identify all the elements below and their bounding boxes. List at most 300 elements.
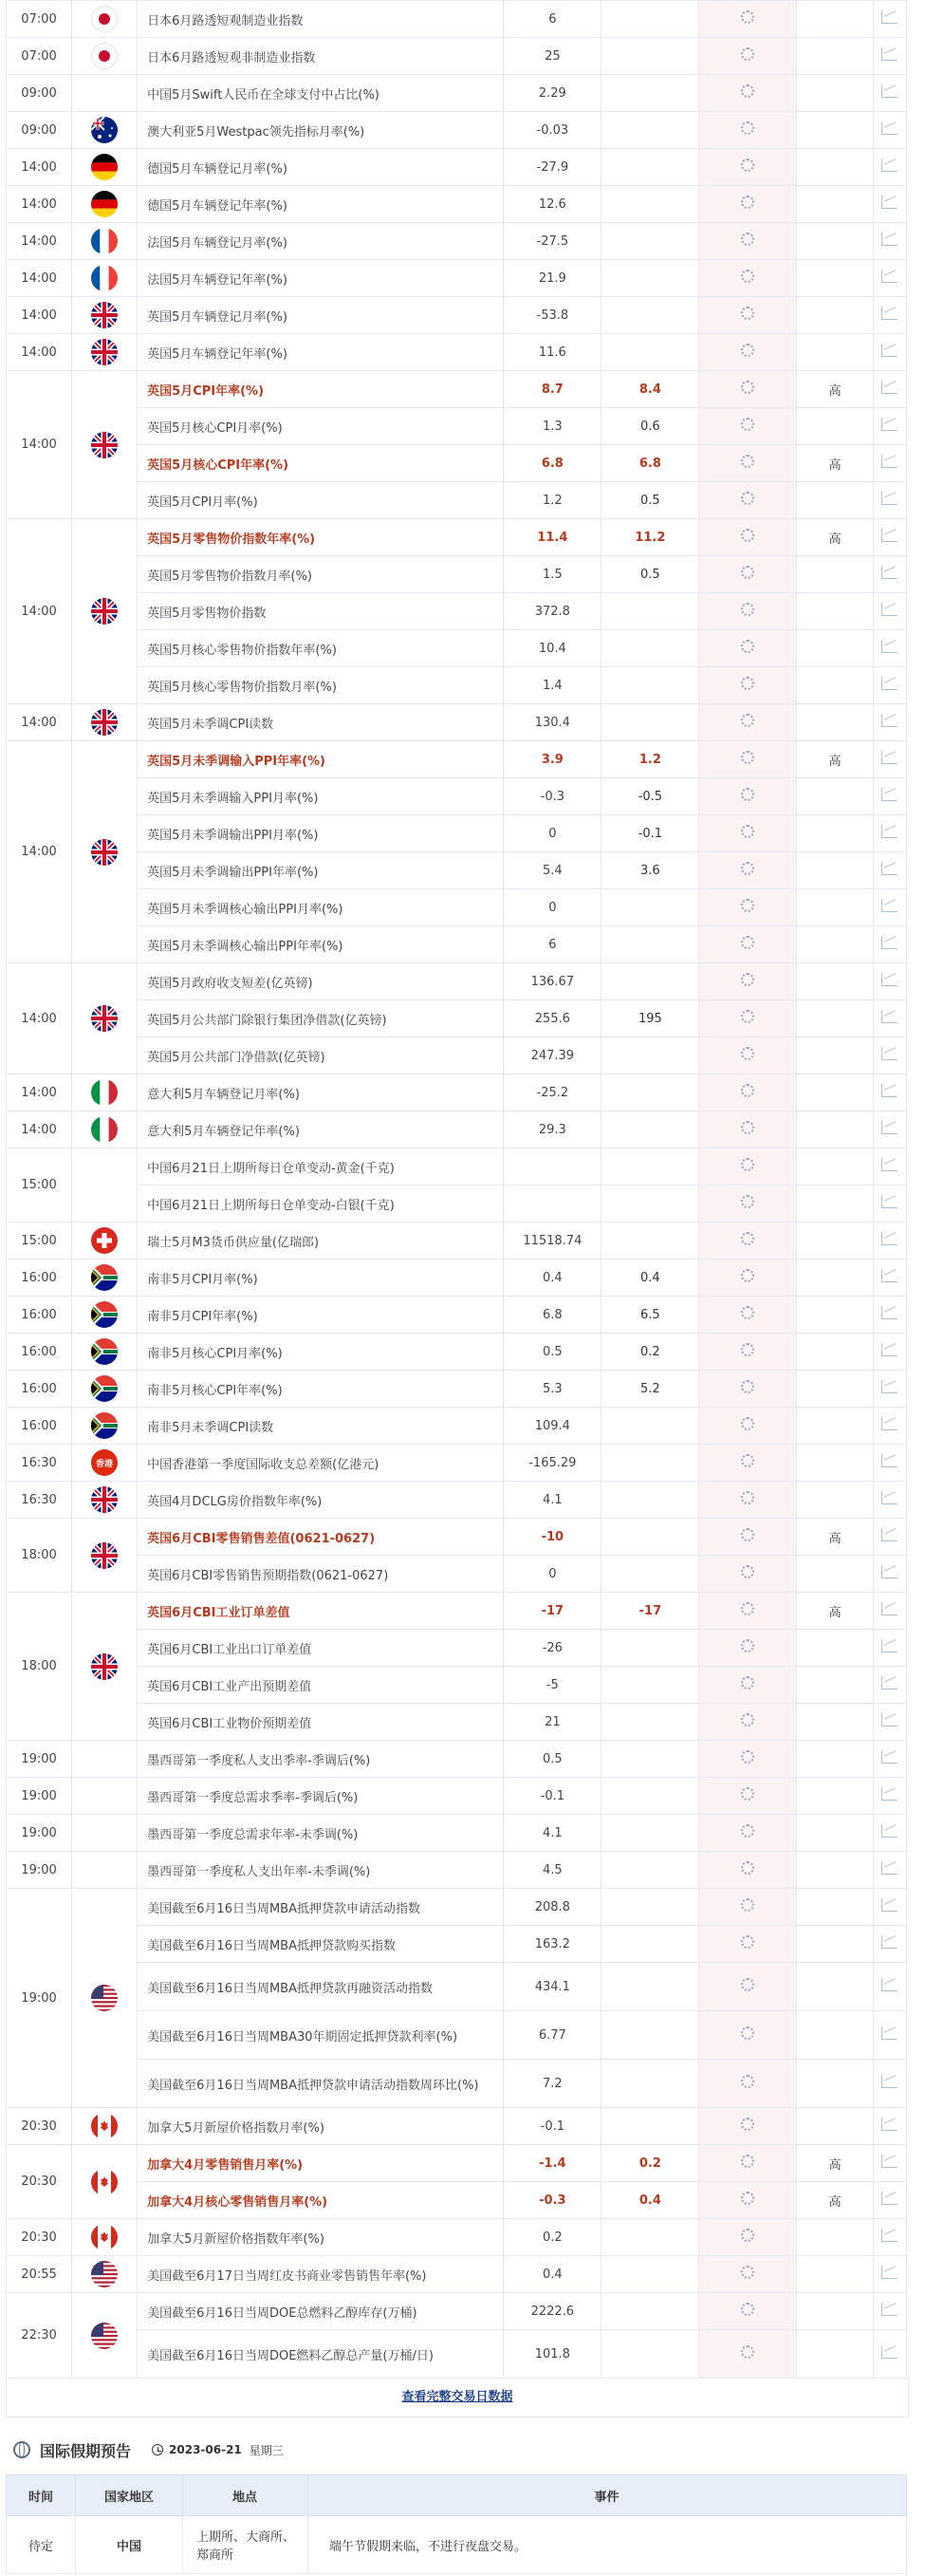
forecast-value xyxy=(601,334,699,371)
holiday-col-time: 时间 xyxy=(7,2475,76,2516)
chart-icon[interactable] xyxy=(881,1121,897,1134)
chart-link-cell[interactable] xyxy=(873,852,906,889)
event-time: 14:00 xyxy=(7,297,72,334)
chart-link-cell[interactable] xyxy=(873,815,906,852)
holiday-table xyxy=(6,2474,907,2574)
chart-icon[interactable] xyxy=(881,159,897,172)
chart-link-cell[interactable] xyxy=(873,1741,906,1778)
indicator-name: 英国5月零售物价指数 xyxy=(138,593,504,630)
previous-value: 2222.6 xyxy=(504,2293,601,2330)
chart-icon[interactable] xyxy=(881,1306,897,1319)
chart-icon[interactable] xyxy=(881,714,897,727)
actual-value-loading xyxy=(699,260,797,297)
forecast-value: 0.5 xyxy=(601,556,699,593)
chart-link-cell[interactable] xyxy=(873,1037,906,1074)
loading-spinner-icon xyxy=(741,973,754,986)
importance-label xyxy=(797,112,873,149)
uk-flag-icon xyxy=(91,432,118,458)
chart-icon[interactable] xyxy=(881,1269,897,1282)
calendar-row xyxy=(7,1037,907,1074)
importance-label xyxy=(797,1556,873,1593)
actual-value-loading xyxy=(699,741,797,778)
importance-label xyxy=(797,2060,873,2108)
forecast-value xyxy=(601,1,699,38)
chart-icon[interactable] xyxy=(881,529,897,542)
chart-icon[interactable] xyxy=(881,788,897,801)
chart-link-cell[interactable] xyxy=(873,223,906,260)
chart-link-cell[interactable] xyxy=(873,2145,906,2182)
importance-label: 高 xyxy=(797,519,873,556)
chart-link-cell[interactable] xyxy=(873,1408,906,1445)
chart-icon[interactable] xyxy=(881,1047,897,1060)
chart-link-cell[interactable] xyxy=(873,186,906,223)
calendar-row xyxy=(7,371,907,408)
previous-value: 247.39 xyxy=(504,1037,601,1074)
indicator-name: 英国6月CBI工业订单差值 xyxy=(138,1593,504,1630)
country-flag-cell xyxy=(72,1111,138,1148)
importance-label xyxy=(797,408,873,445)
forecast-value xyxy=(601,38,699,75)
chart-link-cell[interactable] xyxy=(873,2182,906,2219)
chart-link-cell[interactable] xyxy=(873,556,906,593)
indicator-name: 加拿大5月新屋价格指数年率(%) xyxy=(138,2219,504,2256)
holiday-place: 上期所、大商所、郑商所 xyxy=(183,2516,308,2574)
chart-icon[interactable] xyxy=(881,2118,897,2131)
chart-link-cell[interactable] xyxy=(873,630,906,667)
calendar-row xyxy=(7,1408,907,1445)
chart-icon[interactable] xyxy=(881,1713,897,1727)
chart-link-cell[interactable] xyxy=(873,2108,906,2145)
chart-link-cell[interactable] xyxy=(873,2011,906,2060)
importance-label xyxy=(797,1260,873,1297)
chart-link-cell[interactable] xyxy=(873,1704,906,1741)
chart-icon[interactable] xyxy=(881,1454,897,1467)
chart-link-cell[interactable] xyxy=(873,926,906,963)
indicator-name: 英国5月核心CPI年率(%) xyxy=(138,445,504,482)
indicator-name: 英国5月CPI月率(%) xyxy=(138,482,504,519)
chart-icon[interactable] xyxy=(881,1528,897,1541)
chart-icon[interactable] xyxy=(881,640,897,653)
forecast-value xyxy=(601,1741,699,1778)
chart-link-cell[interactable] xyxy=(873,1519,906,1556)
loading-spinner-icon xyxy=(741,1713,754,1727)
chart-icon[interactable] xyxy=(881,566,897,579)
importance-label xyxy=(797,149,873,186)
chart-icon[interactable] xyxy=(881,1898,897,1912)
chart-icon[interactable] xyxy=(881,84,897,98)
forecast-value xyxy=(601,1185,699,1223)
actual-value-loading xyxy=(699,1741,797,1778)
actual-value-loading xyxy=(699,2182,797,2219)
loading-spinner-icon xyxy=(741,1978,754,1991)
chart-icon[interactable] xyxy=(881,1978,897,1991)
hong-kong-flag-icon xyxy=(91,1449,118,1476)
actual-value-loading xyxy=(699,1408,797,1445)
importance-label xyxy=(797,1926,873,1963)
chart-icon[interactable] xyxy=(881,2026,897,2040)
chart-link-cell[interactable] xyxy=(873,1445,906,1482)
country-flag-cell xyxy=(72,519,138,704)
chart-icon[interactable] xyxy=(881,1676,897,1689)
calendar-row xyxy=(7,2182,907,2219)
loading-spinner-icon xyxy=(741,307,754,320)
actual-value-loading xyxy=(699,1889,797,1926)
chart-icon[interactable] xyxy=(881,603,897,616)
country-flag-cell xyxy=(72,1408,138,1445)
actual-value-loading xyxy=(699,778,797,815)
indicator-name: 墨西哥第一季度总需求年率-未季调(%) xyxy=(138,1815,504,1852)
importance-label: 高 xyxy=(797,445,873,482)
chart-icon[interactable] xyxy=(881,270,897,283)
forecast-value: -0.1 xyxy=(601,815,699,852)
chart-link-cell[interactable] xyxy=(873,593,906,630)
chart-link-cell[interactable] xyxy=(873,445,906,482)
indicator-name: 法国5月车辆登记月率(%) xyxy=(138,223,504,260)
chart-link-cell[interactable] xyxy=(873,2293,906,2330)
chart-icon[interactable] xyxy=(881,233,897,246)
chart-link-cell[interactable] xyxy=(873,1815,906,1852)
indicator-name: 南非5月核心CPI月率(%) xyxy=(138,1334,504,1371)
chart-icon[interactable] xyxy=(881,825,897,838)
chart-icon[interactable] xyxy=(881,1380,897,1393)
indicator-name: 英国6月CBI零售销售差值(0621-0627) xyxy=(138,1519,504,1556)
holiday-row xyxy=(7,2516,907,2574)
chart-link-cell[interactable] xyxy=(873,334,906,371)
indicator-name: 日本6月路透短观制造业指数 xyxy=(138,1,504,38)
economic-calendar-table xyxy=(6,0,907,2379)
importance-label xyxy=(797,2219,873,2256)
importance-label xyxy=(797,38,873,75)
previous-value: 109.4 xyxy=(504,1408,601,1445)
chart-link-cell[interactable] xyxy=(873,482,906,519)
chart-link-cell[interactable] xyxy=(873,1148,906,1185)
uk-flag-icon xyxy=(91,339,118,365)
chart-link-cell[interactable] xyxy=(873,2256,906,2293)
actual-value-loading xyxy=(699,1852,797,1889)
forecast-value xyxy=(601,260,699,297)
chart-icon[interactable] xyxy=(881,1158,897,1171)
previous-value: 12.6 xyxy=(504,186,601,223)
chart-link-cell[interactable] xyxy=(873,371,906,408)
chart-icon[interactable] xyxy=(881,1787,897,1801)
chart-icon[interactable] xyxy=(881,2303,897,2316)
country-flag-cell xyxy=(72,741,138,963)
chart-icon[interactable] xyxy=(881,1195,897,1208)
actual-value-loading xyxy=(699,1926,797,1963)
loading-spinner-icon xyxy=(741,529,754,542)
previous-value: 25 xyxy=(504,38,601,75)
france-flag-icon xyxy=(91,265,118,291)
chart-link-cell[interactable] xyxy=(873,1778,906,1815)
chart-icon[interactable] xyxy=(881,1010,897,1023)
chart-link-cell[interactable] xyxy=(873,1482,906,1519)
chart-link-cell[interactable] xyxy=(873,75,906,112)
chart-icon[interactable] xyxy=(881,677,897,690)
event-time: 19:00 xyxy=(7,1778,72,1815)
chart-link-cell[interactable] xyxy=(873,1593,906,1630)
holiday-col-country: 国家地区 xyxy=(76,2475,183,2516)
chart-link-cell[interactable] xyxy=(873,1334,906,1371)
south-africa-flag-icon xyxy=(91,1412,118,1439)
chart-icon[interactable] xyxy=(881,418,897,431)
chart-link-cell[interactable] xyxy=(873,667,906,704)
forecast-value xyxy=(601,1148,699,1185)
chart-link-cell[interactable] xyxy=(873,2060,906,2108)
previous-value: 1.2 xyxy=(504,482,601,519)
view-full-data-link[interactable]: 查看完整交易日数据 xyxy=(401,2390,513,2404)
chart-icon[interactable] xyxy=(881,492,897,505)
calendar-row xyxy=(7,889,907,926)
chart-link-cell[interactable] xyxy=(873,1185,906,1223)
chart-icon[interactable] xyxy=(881,862,897,875)
chart-link-cell[interactable] xyxy=(873,1630,906,1667)
svg-text:香港: 香港 xyxy=(96,1460,114,1469)
indicator-name: 美国截至6月16日当周MBA抵押贷款申请活动指数 xyxy=(138,1889,504,1926)
forecast-value xyxy=(601,1852,699,1889)
chart-icon[interactable] xyxy=(881,455,897,468)
indicator-name: 法国5月车辆登记年率(%) xyxy=(138,260,504,297)
chart-icon[interactable] xyxy=(881,2192,897,2205)
chart-icon[interactable] xyxy=(881,307,897,320)
chart-icon[interactable] xyxy=(881,2229,897,2242)
event-time: 16:30 xyxy=(7,1445,72,1482)
indicator-name: 美国截至6月16日当周MBA抵押贷款申请活动指数周环比(%) xyxy=(138,2060,504,2108)
chart-link-cell[interactable] xyxy=(873,1963,906,2011)
previous-value: 11.4 xyxy=(504,519,601,556)
chart-icon[interactable] xyxy=(881,2155,897,2168)
event-time: 16:00 xyxy=(7,1334,72,1371)
loading-spinner-icon xyxy=(741,270,754,283)
actual-value-loading xyxy=(699,408,797,445)
chart-icon[interactable] xyxy=(881,47,897,61)
forecast-value: 5.2 xyxy=(601,1371,699,1408)
actual-value-loading xyxy=(699,223,797,260)
indicator-name: 澳大利亚5月Westpac领先指标月率(%) xyxy=(138,112,504,149)
chart-icon[interactable] xyxy=(881,751,897,764)
importance-label: 高 xyxy=(797,2145,873,2182)
chart-link-cell[interactable] xyxy=(873,741,906,778)
chart-icon[interactable] xyxy=(881,1602,897,1615)
indicator-name: 英国5月未季调核心输出PPI年率(%) xyxy=(138,926,504,963)
chart-icon[interactable] xyxy=(881,1565,897,1578)
importance-label xyxy=(797,1,873,38)
indicator-name: 美国截至6月16日当周DOE总燃料乙醇库存(万桶) xyxy=(138,2293,504,2330)
chart-icon[interactable] xyxy=(881,1639,897,1652)
calendar-row xyxy=(7,1519,907,1556)
previous-value: 5.4 xyxy=(504,852,601,889)
country-flag-cell xyxy=(72,704,138,741)
chart-icon[interactable] xyxy=(881,1935,897,1949)
loading-spinner-icon xyxy=(741,1417,754,1430)
calendar-row xyxy=(7,75,907,112)
chart-link-cell[interactable] xyxy=(873,1223,906,1260)
calendar-row xyxy=(7,1778,907,1815)
actual-value-loading xyxy=(699,2108,797,2145)
calendar-row xyxy=(7,556,907,593)
chart-icon[interactable] xyxy=(881,1232,897,1245)
calendar-row xyxy=(7,1185,907,1223)
forecast-value xyxy=(601,2219,699,2256)
chart-icon[interactable] xyxy=(881,10,897,24)
previous-value: -165.29 xyxy=(504,1445,601,1482)
chart-link-cell[interactable] xyxy=(873,963,906,1000)
chart-link-cell[interactable] xyxy=(873,704,906,741)
chart-link-cell[interactable] xyxy=(873,889,906,926)
uk-flag-icon xyxy=(91,1486,118,1513)
loading-spinner-icon xyxy=(741,714,754,727)
calendar-row xyxy=(7,926,907,963)
event-time: 15:00 xyxy=(7,1148,72,1223)
calendar-row xyxy=(7,149,907,186)
chart-link-cell[interactable] xyxy=(873,1926,906,1963)
chart-icon[interactable] xyxy=(881,1417,897,1430)
event-time: 19:00 xyxy=(7,1852,72,1889)
country-flag-cell xyxy=(72,112,138,149)
actual-value-loading xyxy=(699,1223,797,1260)
forecast-value: 11.2 xyxy=(601,519,699,556)
chart-link-cell[interactable] xyxy=(873,519,906,556)
chart-icon[interactable] xyxy=(881,936,897,949)
country-flag-cell xyxy=(72,223,138,260)
italy-flag-icon xyxy=(91,1116,118,1143)
japan-flag-icon xyxy=(91,43,118,69)
chart-link-cell[interactable] xyxy=(873,1297,906,1334)
forecast-value: 0.2 xyxy=(601,1334,699,1371)
chart-link-cell[interactable] xyxy=(873,112,906,149)
calendar-row xyxy=(7,1,907,38)
chart-icon[interactable] xyxy=(881,1491,897,1504)
previous-value: 10.4 xyxy=(504,630,601,667)
calendar-row xyxy=(7,1593,907,1630)
chart-link-cell[interactable] xyxy=(873,1667,906,1704)
previous-value: 8.7 xyxy=(504,371,601,408)
chart-icon[interactable] xyxy=(881,1824,897,1838)
usa-flag-icon xyxy=(91,2261,118,2287)
previous-value: 6.8 xyxy=(504,445,601,482)
chart-link-cell[interactable] xyxy=(873,1000,906,1037)
importance-label xyxy=(797,1037,873,1074)
loading-spinner-icon xyxy=(741,2303,754,2316)
calendar-row xyxy=(7,260,907,297)
chart-link-cell[interactable] xyxy=(873,2219,906,2256)
chart-icon[interactable] xyxy=(881,1750,897,1764)
chart-icon[interactable] xyxy=(881,381,897,394)
event-time: 22:30 xyxy=(7,2293,72,2379)
chart-link-cell[interactable] xyxy=(873,1852,906,1889)
importance-label xyxy=(797,75,873,112)
country-flag-cell xyxy=(72,1593,138,1741)
indicator-name: 英国5月未季调输出PPI年率(%) xyxy=(138,852,504,889)
loading-spinner-icon xyxy=(741,344,754,357)
chart-link-cell[interactable] xyxy=(873,38,906,75)
loading-spinner-icon xyxy=(741,2155,754,2168)
south-africa-flag-icon xyxy=(91,1338,118,1365)
actual-value-loading xyxy=(699,1,797,38)
chart-link-cell[interactable] xyxy=(873,1074,906,1111)
country-flag-cell xyxy=(72,1778,138,1815)
indicator-name: 英国5月未季调输入PPI月率(%) xyxy=(138,778,504,815)
importance-label xyxy=(797,1371,873,1408)
chart-icon[interactable] xyxy=(881,196,897,209)
importance-label xyxy=(797,2108,873,2145)
calendar-row xyxy=(7,223,907,260)
chart-icon[interactable] xyxy=(881,1084,897,1097)
calendar-row xyxy=(7,1074,907,1111)
calendar-row xyxy=(7,741,907,778)
event-time: 16:30 xyxy=(7,1482,72,1519)
loading-spinner-icon xyxy=(741,603,754,616)
chart-icon[interactable] xyxy=(881,1861,897,1875)
forecast-value xyxy=(601,1111,699,1148)
loading-spinner-icon xyxy=(741,677,754,690)
indicator-name: 中国6月21日上期所每日仓单变动-黄金(千克) xyxy=(138,1148,504,1185)
forecast-value xyxy=(601,1223,699,1260)
france-flag-icon xyxy=(91,228,118,254)
importance-label xyxy=(797,704,873,741)
importance-label xyxy=(797,334,873,371)
indicator-name: 德国5月车辆登记月率(%) xyxy=(138,149,504,186)
chart-link-cell[interactable] xyxy=(873,408,906,445)
chart-icon[interactable] xyxy=(881,2345,897,2359)
event-time: 20:30 xyxy=(7,2108,72,2145)
chart-link-cell[interactable] xyxy=(873,1889,906,1926)
chart-icon[interactable] xyxy=(881,2075,897,2088)
event-time: 18:00 xyxy=(7,1593,72,1741)
previous-value: 255.6 xyxy=(504,1000,601,1037)
loading-spinner-icon xyxy=(741,1010,754,1023)
forecast-value xyxy=(601,963,699,1000)
chart-icon[interactable] xyxy=(881,1343,897,1356)
chart-icon[interactable] xyxy=(881,121,897,135)
calendar-row xyxy=(7,704,907,741)
actual-value-loading xyxy=(699,75,797,112)
calendar-row xyxy=(7,778,907,815)
chart-link-cell[interactable] xyxy=(873,2330,906,2379)
indicator-name: 美国截至6月16日当周DOE燃料乙醇总产量(万桶/日) xyxy=(138,2330,504,2379)
previous-value: -27.5 xyxy=(504,223,601,260)
chart-link-cell[interactable] xyxy=(873,1556,906,1593)
chart-link-cell[interactable] xyxy=(873,778,906,815)
calendar-row xyxy=(7,1852,907,1889)
chart-link-cell[interactable] xyxy=(873,1371,906,1408)
chart-icon[interactable] xyxy=(881,2266,897,2279)
actual-value-loading xyxy=(699,1963,797,2011)
forecast-value xyxy=(601,1778,699,1815)
indicator-name: 意大利5月车辆登记年率(%) xyxy=(138,1111,504,1148)
chart-link-cell[interactable] xyxy=(873,260,906,297)
previous-value: -0.3 xyxy=(504,2182,601,2219)
chart-link-cell[interactable] xyxy=(873,1260,906,1297)
chart-link-cell[interactable] xyxy=(873,1111,906,1148)
previous-value: -0.3 xyxy=(504,778,601,815)
chart-icon[interactable] xyxy=(881,899,897,912)
actual-value-loading xyxy=(699,1445,797,1482)
chart-link-cell[interactable] xyxy=(873,149,906,186)
forecast-value xyxy=(601,1926,699,1963)
calendar-row xyxy=(7,38,907,75)
forecast-value xyxy=(601,1074,699,1111)
forecast-value xyxy=(601,297,699,334)
chart-link-cell[interactable] xyxy=(873,297,906,334)
actual-value-loading xyxy=(699,2293,797,2330)
chart-icon[interactable] xyxy=(881,973,897,986)
previous-value: 3.9 xyxy=(504,741,601,778)
chart-icon[interactable] xyxy=(881,344,897,357)
actual-value-loading xyxy=(699,1630,797,1667)
importance-label: 高 xyxy=(797,741,873,778)
holiday-country: 中国 xyxy=(76,2516,183,2574)
chart-link-cell[interactable] xyxy=(873,1,906,38)
